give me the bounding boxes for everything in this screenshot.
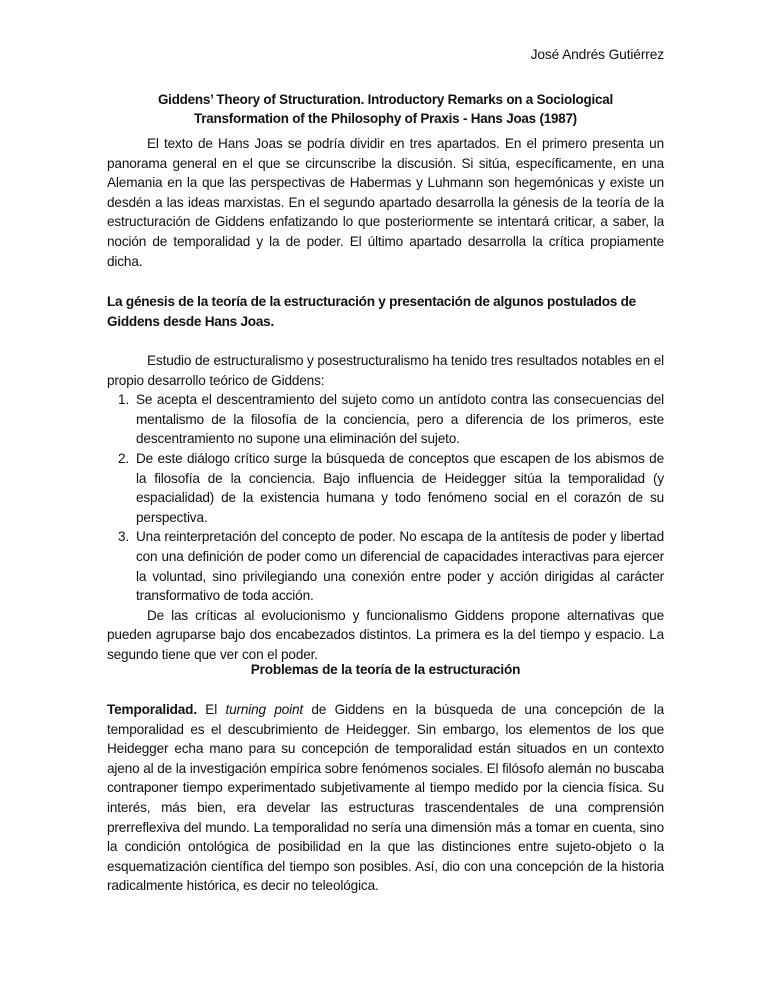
- list-item: [107, 390, 664, 449]
- document-title: [107, 90, 664, 128]
- title-line-2: Transformation of the Philosophy of Praxis - Hans Joas (1987): [194, 111, 577, 126]
- temporality-rest: de Giddens en la búsqueda de una concepción de la temporalidad es el descubrimiento de Heidegger. Sin embargo, los elementos de los que Heidegger echa mano para su concepción de temporalidad están situados en un contexto ajeno al de la investigación empírica sobre fenómenos sociales. El filósofo alemán no buscaba contraponer tiempo experimentado subjetivamente al tiempo medido por la ciencia física. Su interés, más bien, era develar las estructuras trascendentales de una comprensión prerreflexiva del mundo. La temporalidad no sería una dimensión más a tomar en cuenta, sino la condición ontológica de posibilidad en la que las distinciones entre sujeto-objeto o la esquematización científica del tiempo son posibles. Así, dio con una concepción de la historia radicalmente histórica, es decir no teleológica.: [107, 702, 664, 894]
- list-number: 2.: [118, 450, 130, 466]
- results-list: [107, 390, 664, 606]
- list-item-text: Una reinterpretación del concepto de poder. No escapa de la antítesis de poder y libertad con una definición de poder como un diferencial de capacidades interactivas para ejercer la voluntad, sino privilegiando una conexión entre poder y acción dirigidas al carácter transformativo de toda acción.: [136, 529, 664, 604]
- intro-paragraph: El texto de Hans Joas se podría dividir en tres apartados. En el primero presenta un panorama general en el que se circunscribe la discusión. Si sitúa, específicamente, en una Alemania en la que las perspectivas de Habermas y Luhmann son hegemónicas y existe un desdén a las ideas marxistas. En el segundo apartado desarrolla la génesis de la teoría de la estructuración de Giddens enfatizando lo que posteriormente se intentará criticar, a saber, la noción de temporalidad y la de poder. El último apartado desarrolla la crítica propiamente dicha.: [107, 136, 664, 269]
- list-item: [107, 449, 664, 527]
- list-item-text: De este diálogo crítico surge la búsqueda de conceptos que escapen de los abismos de la filosofía de la conciencia. Bajo influencia de Heidegger sitúa la temporalidad (y espacialidad) de la existencia humana y todo fenómeno social en el corazón de su perspectiva.: [136, 450, 664, 525]
- section-heading-genesis: La génesis de la teoría de la estructuración y presentación de algunos postulados de Giddens desde Hans Joas.: [107, 294, 636, 329]
- closing-paragraph: De las críticas al evolucionismo y funcionalismo Giddens propone alternativas que pueden agruparse bajo dos encabezados distintos. La primera es la del tiempo y espacio. La segundo tiene que ver con el poder.: [107, 607, 664, 662]
- temporality-label: Temporalidad.: [107, 702, 197, 717]
- turning-point-term: turning point: [225, 702, 304, 717]
- list-item-text: Se acepta el descentramiento del sujeto como un antídoto contra las consecuencias del mentalismo de la filosofía de la conciencia, pero a diferencia de los primeros, este descentramiento no supone una eliminación del sujeto.: [136, 392, 664, 447]
- author-name: José Andrés Gutiérrez: [530, 47, 664, 62]
- list-number: 1.: [118, 392, 130, 408]
- temporality-paragraph: [107, 700, 664, 896]
- lead-paragraph: Estudio de estructuralismo y posestructuralismo ha tenido tres resultados notables en el propio desarrollo teórico de Giddens:: [107, 353, 664, 388]
- title-line-1: Giddens’ Theory of Structuration. Introductory Remarks on a Sociological: [157, 92, 614, 107]
- section-genesis-body: [107, 351, 664, 665]
- section-heading-problems: Problemas de la teoría de la estructuración: [250, 662, 521, 677]
- temporality-pre: El: [196, 702, 226, 717]
- list-number: 3.: [118, 529, 130, 545]
- list-item: [107, 527, 664, 605]
